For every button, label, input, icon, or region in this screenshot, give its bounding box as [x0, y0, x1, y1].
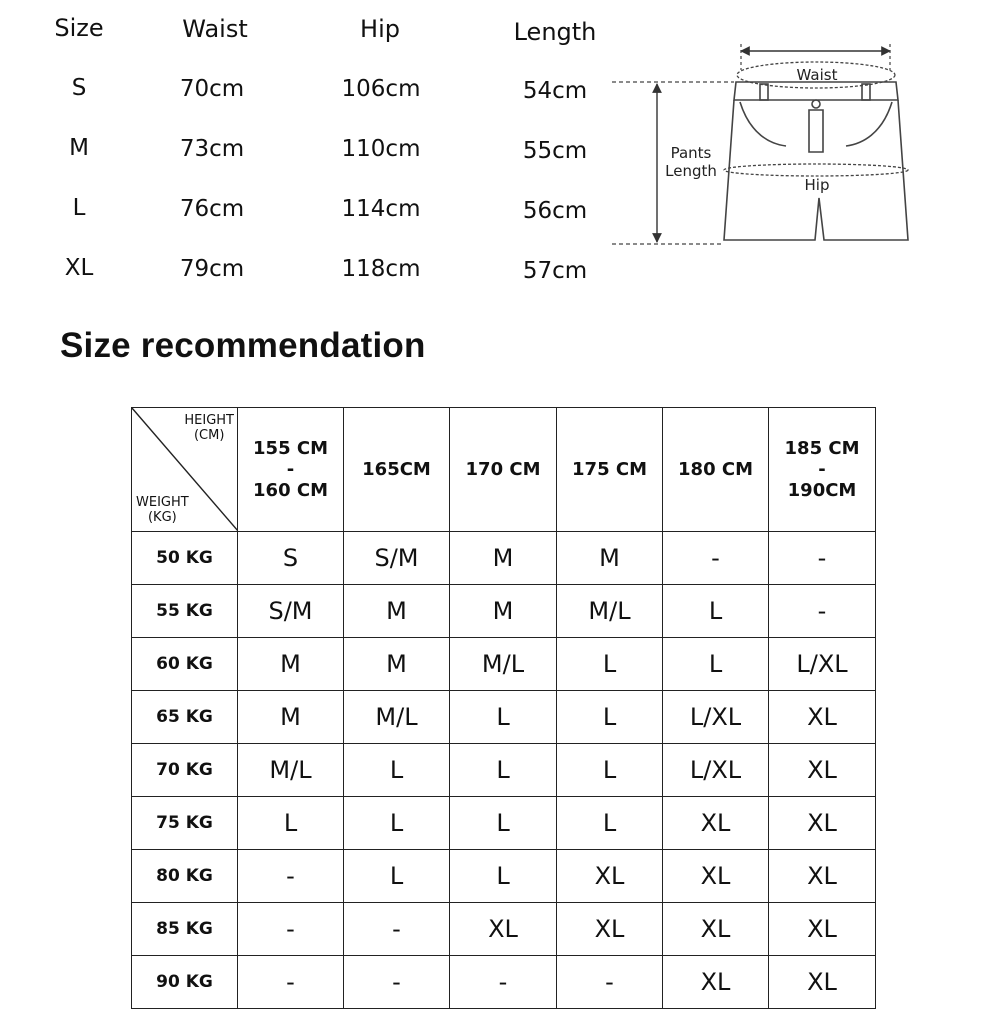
waist-diagram-label: Waist	[796, 66, 838, 84]
size-cell: L	[344, 850, 450, 903]
size-cell: XL	[663, 797, 769, 850]
height-header-cell: 175 CM	[557, 408, 663, 532]
size-cell: -	[769, 532, 876, 585]
shorts-measurement-diagram	[600, 30, 920, 260]
size-cell: M/L	[344, 691, 450, 744]
weight-axis-label: WEIGHT (KG)	[136, 495, 189, 525]
size-cell: L	[450, 797, 557, 850]
hip-value: 106cm	[341, 76, 421, 102]
waist-value: 79cm	[179, 256, 245, 282]
size-cell: XL	[769, 691, 876, 744]
table-row	[132, 532, 876, 585]
size-cell: XL	[557, 903, 663, 956]
size-cell: L	[557, 744, 663, 797]
length-value: 54cm	[522, 78, 588, 104]
size-cell: -	[450, 956, 557, 1009]
size-cell: L	[557, 797, 663, 850]
size-cell: XL	[769, 903, 876, 956]
weight-cell: 55 KG	[132, 585, 238, 638]
hip-header: Hip	[360, 15, 400, 43]
table-row	[132, 638, 876, 691]
size-cell: -	[557, 956, 663, 1009]
pants-length-label-line2: Length	[665, 162, 717, 180]
size-cell: L/XL	[663, 691, 769, 744]
size-cell: XL	[557, 850, 663, 903]
size-cell: M	[344, 585, 450, 638]
size-cell: L/XL	[769, 638, 876, 691]
size-cell: S/M	[238, 585, 344, 638]
size-label: L	[72, 195, 86, 221]
height-header-cell: 165CM	[344, 408, 450, 532]
size-cell: S/M	[344, 532, 450, 585]
size-cell: -	[238, 956, 344, 1009]
size-cell: M	[344, 638, 450, 691]
size-cell: L/XL	[663, 744, 769, 797]
size-label: M	[69, 135, 89, 161]
hip-value: 110cm	[341, 136, 421, 162]
size-cell: L	[450, 744, 557, 797]
length-value: 55cm	[522, 138, 588, 164]
table-header-row	[132, 408, 876, 532]
size-cell: XL	[663, 850, 769, 903]
length-value: 56cm	[522, 198, 588, 224]
waist-value: 76cm	[179, 196, 245, 222]
size-cell: L	[344, 744, 450, 797]
weight-cell: 90 KG	[132, 956, 238, 1009]
size-label: XL	[64, 255, 94, 281]
height-header-cell: 180 CM	[663, 408, 769, 532]
size-cell: M	[238, 691, 344, 744]
size-cell: S	[238, 532, 344, 585]
size-cell: L	[557, 691, 663, 744]
size-cell: XL	[769, 744, 876, 797]
size-cell: L	[344, 797, 450, 850]
waist-value: 73cm	[179, 136, 245, 162]
hip-value: 114cm	[341, 196, 421, 222]
height-header-cell: 170 CM	[450, 408, 557, 532]
table-row	[132, 585, 876, 638]
weight-cell: 50 KG	[132, 532, 238, 585]
size-label: S	[71, 75, 87, 101]
size-cell: -	[769, 585, 876, 638]
size-cell: L	[238, 797, 344, 850]
size-cell: M	[238, 638, 344, 691]
size-cell: M	[450, 585, 557, 638]
waist-value: 70cm	[179, 76, 245, 102]
size-cell: -	[238, 903, 344, 956]
size-cell: XL	[769, 797, 876, 850]
size-cell: -	[344, 956, 450, 1009]
size-cell: M/L	[557, 585, 663, 638]
weight-cell: 85 KG	[132, 903, 238, 956]
size-cell: M	[450, 532, 557, 585]
weight-cell: 80 KG	[132, 850, 238, 903]
size-cell: -	[663, 532, 769, 585]
size-cell: XL	[663, 956, 769, 1009]
size-cell: M/L	[238, 744, 344, 797]
length-value: 57cm	[522, 258, 588, 284]
table-row	[132, 797, 876, 850]
size-cell: L	[663, 638, 769, 691]
table-row	[132, 744, 876, 797]
size-cell: M/L	[450, 638, 557, 691]
size-cell: XL	[769, 956, 876, 1009]
size-cell: -	[344, 903, 450, 956]
size-cell: L	[663, 585, 769, 638]
weight-cell: 75 KG	[132, 797, 238, 850]
table-row	[132, 691, 876, 744]
size-cell: L	[450, 691, 557, 744]
corner-header-cell	[132, 408, 238, 532]
size-header: Size	[54, 14, 104, 42]
hip-value: 118cm	[341, 256, 421, 282]
hip-diagram-label: Hip	[804, 176, 830, 194]
height-header-cell: 185 CM - 190CM	[769, 408, 876, 532]
weight-cell: 65 KG	[132, 691, 238, 744]
size-cell: XL	[450, 903, 557, 956]
table-row	[132, 850, 876, 903]
size-cell: L	[557, 638, 663, 691]
waist-header: Waist	[182, 15, 248, 43]
size-cell: XL	[769, 850, 876, 903]
height-axis-label: HEIGHT (CM)	[184, 413, 234, 443]
length-header: Length	[513, 18, 597, 46]
table-row	[132, 956, 876, 1009]
weight-cell: 70 KG	[132, 744, 238, 797]
recommendation-title: Size recommendation	[60, 326, 426, 365]
size-cell: XL	[663, 903, 769, 956]
size-recommendation-table	[131, 407, 876, 1009]
weight-cell: 60 KG	[132, 638, 238, 691]
pants-length-label-line1: Pants	[670, 144, 712, 162]
table-row	[132, 903, 876, 956]
size-cell: M	[557, 532, 663, 585]
size-cell: L	[450, 850, 557, 903]
size-cell: -	[238, 850, 344, 903]
height-header-cell: 155 CM - 160 CM	[238, 408, 344, 532]
